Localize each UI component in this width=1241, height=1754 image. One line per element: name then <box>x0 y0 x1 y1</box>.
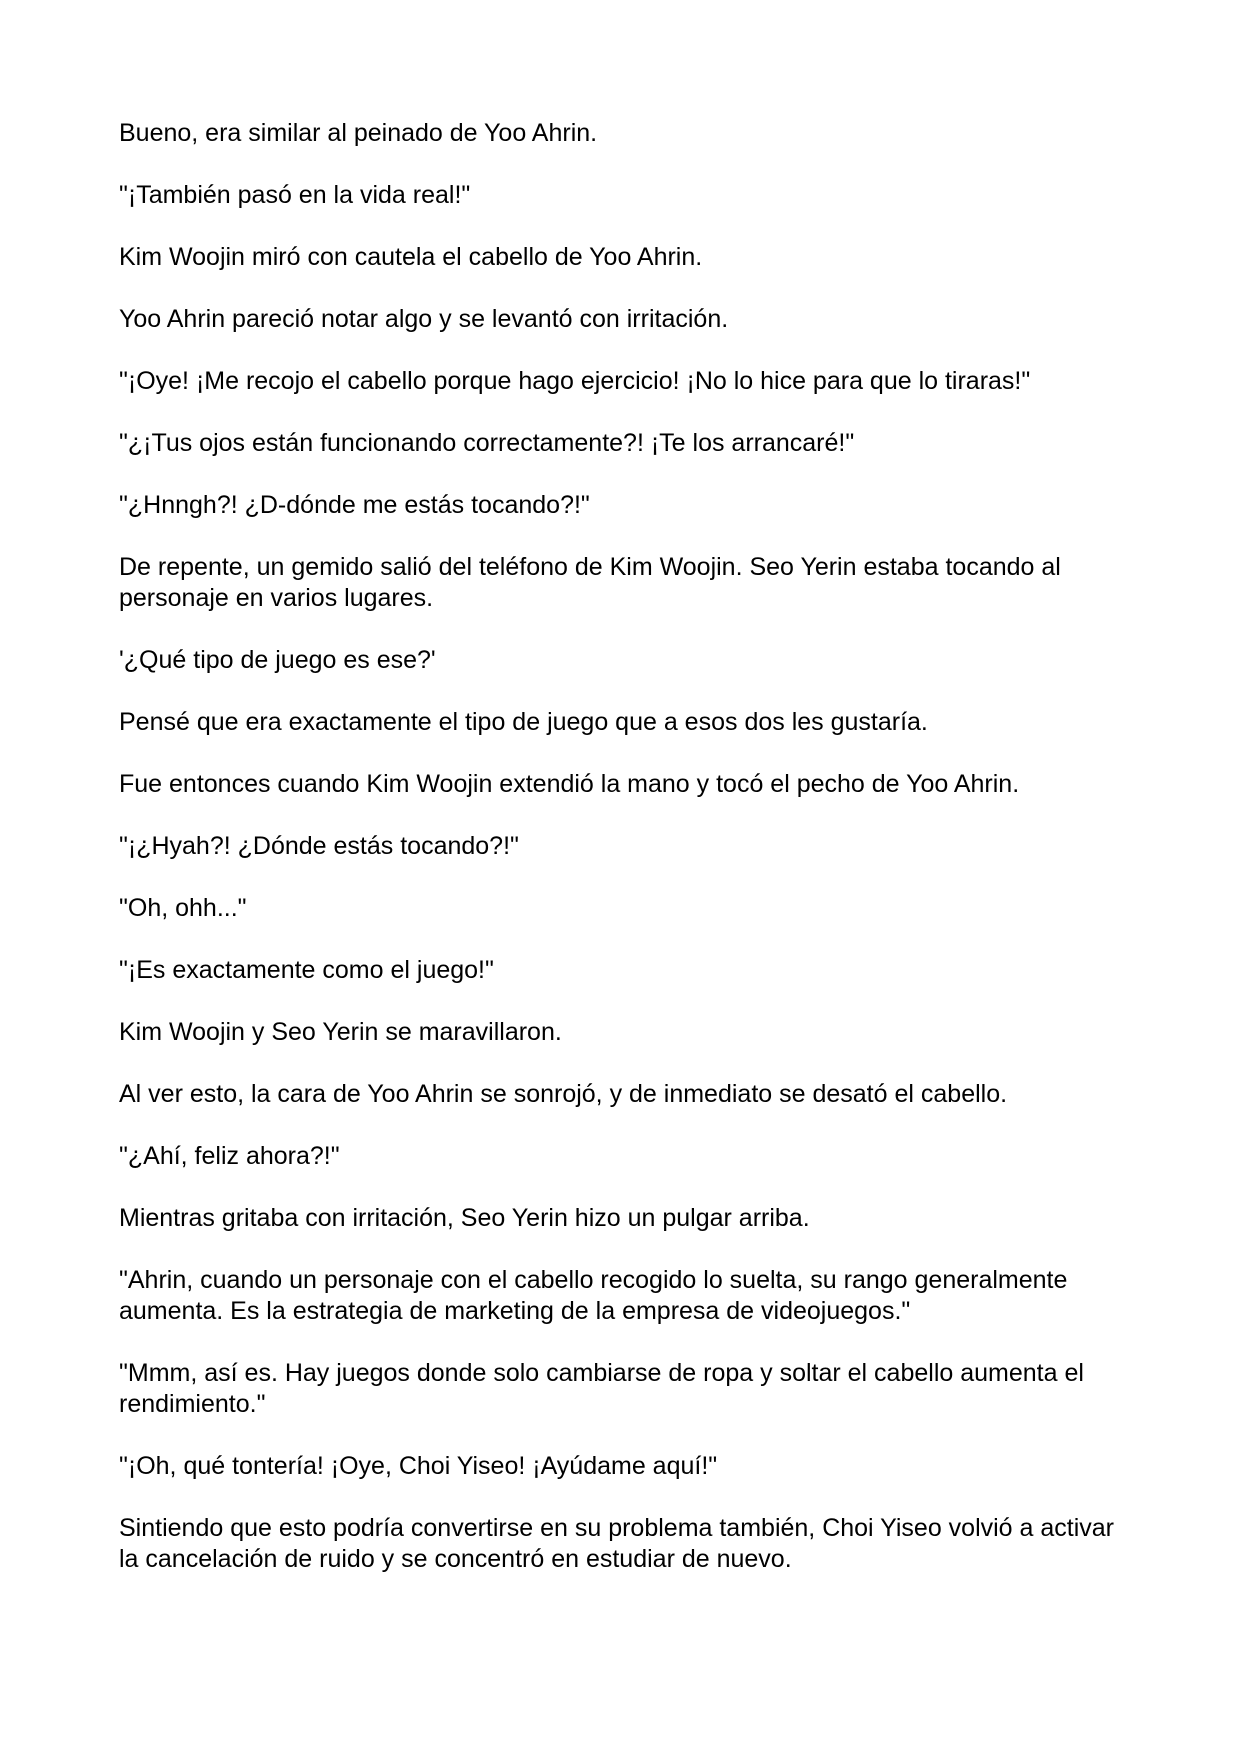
paragraph: Fue entonces cuando Kim Woojin extendió la mano y tocó el pecho de Yoo Ahrin. <box>119 770 1020 798</box>
paragraph: Al ver esto, la cara de Yoo Ahrin se sonrojó, y de inmediato se desató el cabello. <box>119 1080 1008 1108</box>
paragraph: Kim Woojin y Seo Yerin se maravillaron. <box>119 1018 562 1046</box>
paragraph: "¡También pasó en la vida real!" <box>119 181 471 209</box>
paragraph: "¡Oye! ¡Me recojo el cabello porque hago ejercicio! ¡No lo hice para que lo tiraras!" <box>119 367 1031 395</box>
paragraph: Yoo Ahrin pareció notar algo y se levantó con irritación. <box>119 305 729 333</box>
paragraph: "Mmm, así es. Hay juegos donde solo cambiarse de ropa y soltar el cabello aumenta el rendimiento." <box>119 1359 1084 1418</box>
paragraph: "Ahrin, cuando un personaje con el cabello recogido lo suelta, su rango generalmente aumenta. Es la estrategia de marketing de la empresa de videojuegos." <box>119 1266 1068 1325</box>
paragraph: "¿¡Tus ojos están funcionando correctamente?! ¡Te los arrancaré!" <box>119 429 855 457</box>
paragraph: '¿Qué tipo de juego es ese?' <box>119 646 436 674</box>
paragraph: De repente, un gemido salió del teléfono de Kim Woojin. Seo Yerin estaba tocando al personaje en varios lugares. <box>119 553 1061 612</box>
paragraph: Mientras gritaba con irritación, Seo Yerin hizo un pulgar arriba. <box>119 1204 810 1232</box>
paragraph: "¡¿Hyah?! ¿Dónde estás tocando?!" <box>119 832 519 860</box>
paragraph: "Oh, ohh..." <box>119 894 247 922</box>
paragraph: Kim Woojin miró con cautela el cabello de Yoo Ahrin. <box>119 243 703 271</box>
paragraph: Sintiendo que esto podría convertirse en su problema también, Choi Yiseo volvió a activar la cancelación de ruido y se concentró en estudiar de nuevo. <box>119 1514 1115 1573</box>
paragraph: Pensé que era exactamente el tipo de juego que a esos dos les gustaría. <box>119 708 928 736</box>
paragraph: "¿Hnngh?! ¿D-dónde me estás tocando?!" <box>119 491 590 519</box>
paragraph: Bueno, era similar al peinado de Yoo Ahrin. <box>119 119 598 147</box>
paragraph: "¡Es exactamente como el juego!" <box>119 956 494 984</box>
document-body <box>119 118 1129 1606</box>
paragraph: "¿Ahí, feliz ahora?!" <box>119 1142 340 1170</box>
paragraph: "¡Oh, qué tontería! ¡Oye, Choi Yiseo! ¡Ayúdame aquí!" <box>119 1452 718 1480</box>
